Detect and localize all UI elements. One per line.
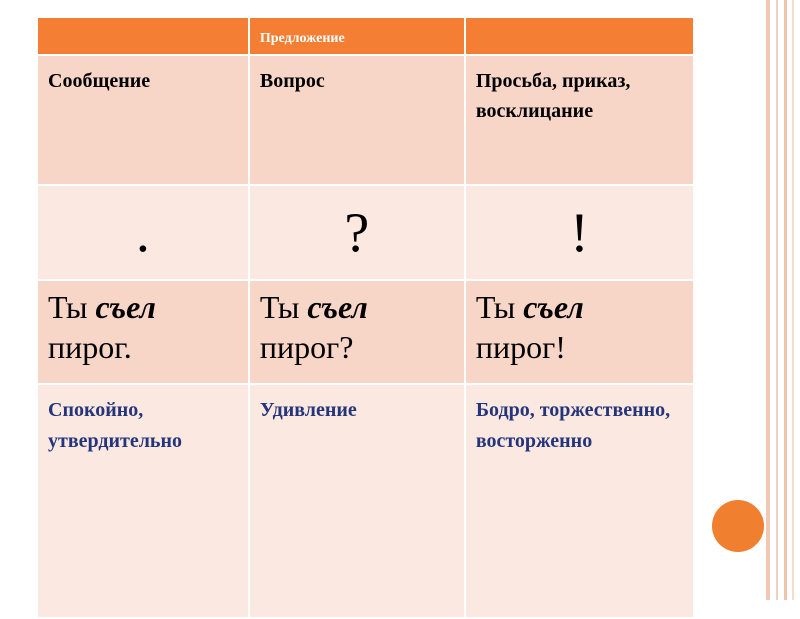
exclamation-mark: ! — [465, 185, 693, 280]
decorative-circle — [712, 500, 764, 552]
decorative-stripe — [766, 0, 770, 600]
period-mark: . — [38, 185, 249, 280]
header-cell-empty — [38, 18, 249, 55]
intonation-exclamation: Бодро, торжественно, восторженно — [465, 384, 693, 618]
example-row — [38, 280, 693, 384]
table-header-row — [38, 18, 693, 55]
header-title: Предложение — [249, 18, 465, 55]
example-prefix: Ты — [259, 289, 308, 325]
intonation-row — [38, 384, 693, 618]
question-mark: ? — [249, 185, 465, 280]
example-suffix: пирог! — [475, 329, 566, 365]
example-verb: съел — [307, 289, 368, 325]
example-verb: съел — [523, 289, 584, 325]
sentence-type-row — [38, 55, 693, 185]
sentence-types-table — [38, 18, 693, 619]
example-exclamation — [465, 280, 693, 384]
example-prefix: Ты — [475, 289, 524, 325]
intonation-question: Удивление — [249, 384, 465, 618]
example-verb: съел — [95, 289, 156, 325]
example-suffix: пирог? — [259, 329, 354, 365]
example-statement — [38, 280, 249, 384]
decorative-stripe — [792, 0, 794, 600]
type-label-statement: Сообщение — [38, 55, 249, 185]
type-label-exclamation: Просьба, приказ, восклицание — [465, 55, 693, 185]
intonation-statement: Спокойно, утвердительно — [38, 384, 249, 618]
example-question — [249, 280, 465, 384]
punctuation-row — [38, 185, 693, 280]
decorative-stripe — [776, 0, 778, 600]
header-cell-empty — [465, 18, 693, 55]
example-prefix: Ты — [48, 289, 96, 325]
example-suffix: пирог. — [48, 329, 132, 365]
type-label-question: Вопрос — [249, 55, 465, 185]
decorative-stripe — [784, 0, 787, 600]
